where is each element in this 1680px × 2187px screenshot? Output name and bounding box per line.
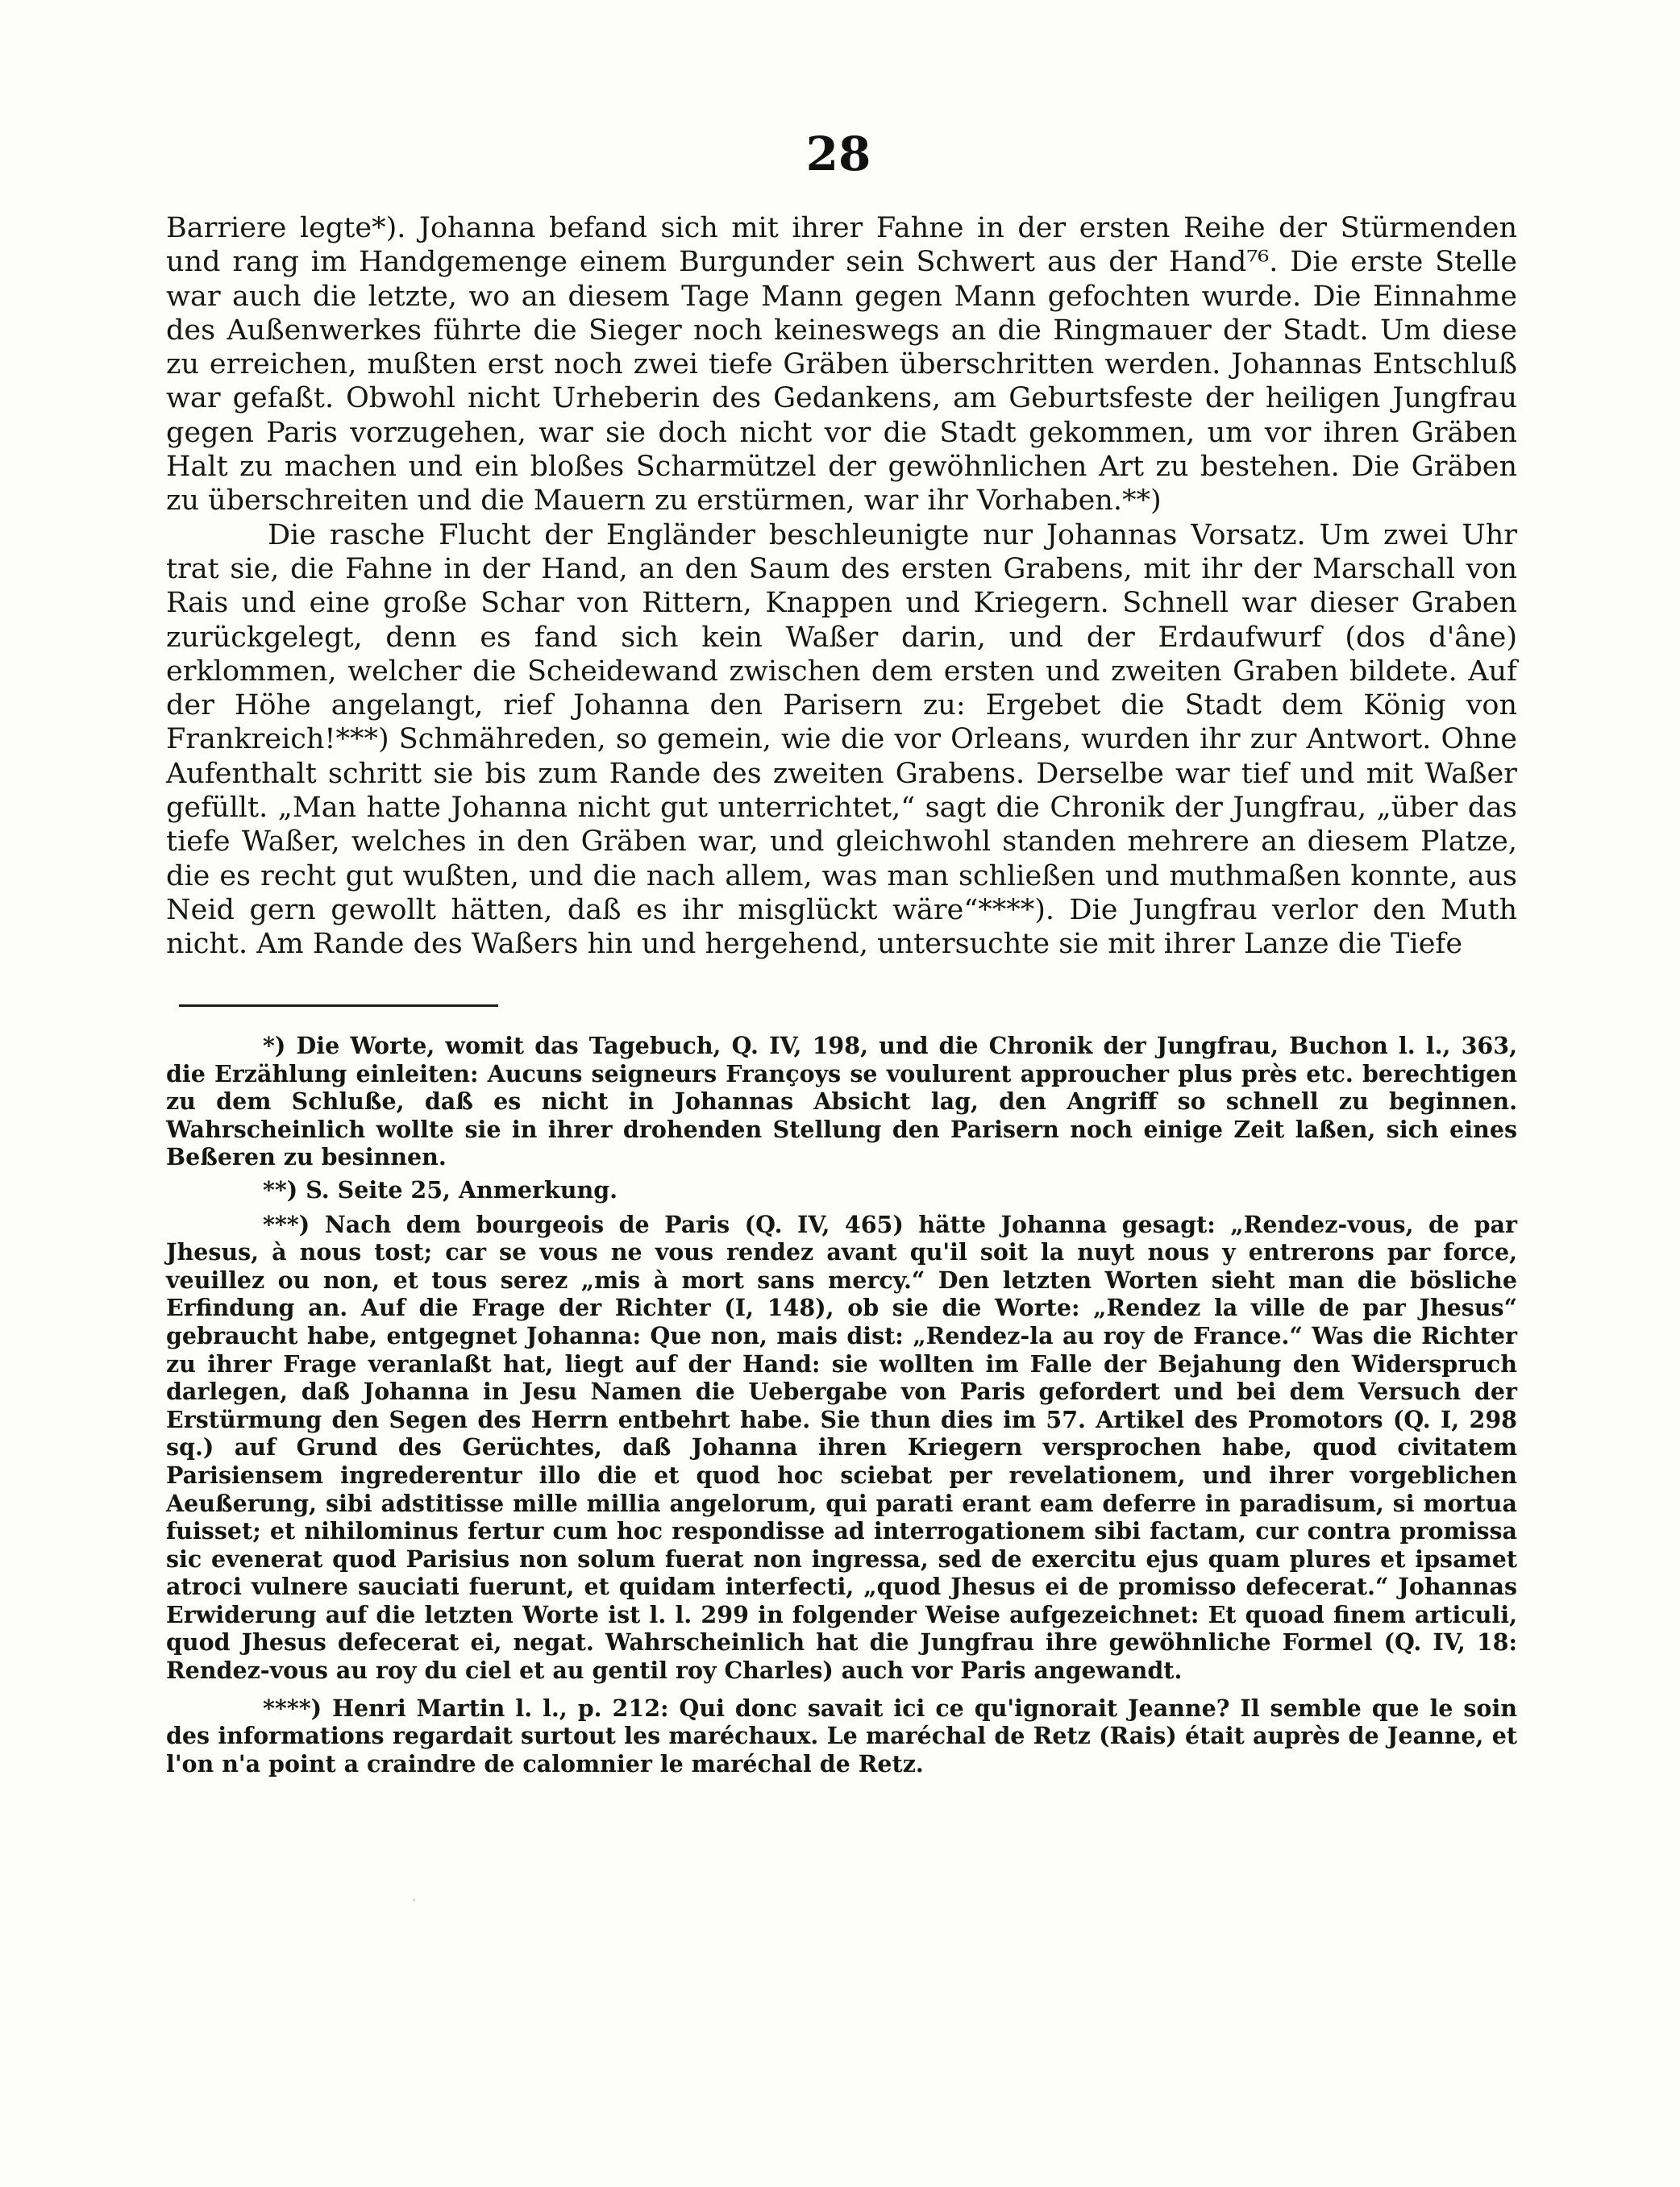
- footnote-separator-rule: [179, 1004, 498, 1007]
- footnote-1: *) Die Worte, womit das Tagebuch, Q. IV, 198, und die Chronik der Jungfrau, Buchon l. l., 363, die Erzählung einleiten: Aucuns seigneurs Françoys se voulurent approucher plus près etc. berechtigen zu dem Schluße, daß es nicht in Johannas Absicht lag, den Angriff so schnell zu beginnen. Wahrscheinlich wollte sie in ihrer drohenden Stellung den Parisern noch einige Zeit laßen, sich eines Beßeren zu besinnen.: [166, 1032, 1517, 1171]
- main-paragraph-2: Die rasche Flucht der Engländer beschleunigte nur Johannas Vorsatz. Um zwei Uhr trat sie, die Fahne in der Hand, an den Saum des ersten Grabens, mit ihr der Marschall von Rais und eine große Schar von Rittern, Knappen und Kriegern. Schnell war dieser Graben zurückgelegt, denn es fand sich kein Waßer darin, und der Erdaufwurf (dos d'âne) erklommen, welcher die Scheidewand zwischen dem ersten und zweiten Graben bildete. Auf der Höhe angelangt, rief Johanna den Parisern zu: Ergebet die Stadt dem König von Frankreich!***) Schmähreden, so gemein, wie die vor Orleans, wurden ihr zur Antwort. Ohne Aufenthalt schritt sie bis zum Rande des zweiten Grabens. Derselbe war tief und mit Waßer gefüllt. „Man hatte Johanna nicht gut unterrichtet,“ sagt die Chronik der Jungfrau, „über das tiefe Waßer, welches in den Gräben war, und gleichwohl standen mehrere an diesem Platze, die es recht gut wußten, und die nach allem, was man schließen und muthmaßen konnte, aus Neid gern gewollt hätten, daß es ihr misglückt wäre“****). Die Jungfrau verlor den Muth nicht. Am Rande des Waßers hin und hergehend, untersuchte sie mit ihrer Lanze die Tiefe: [166, 518, 1517, 961]
- footnote-4: ****) Henri Martin l. l., p. 212: Qui donc savait ici ce qu'ignorait Jeanne? Il semble que le soin des informations regardait surtout les maréchaux. Le maréchal de Retz (Rais) était auprès de Jeanne, et l'on n'a point a craindre de calomnier le maréchal de Retz.: [166, 1694, 1517, 1777]
- footnotes: [166, 1032, 1517, 1777]
- footnote-2: **) S. Seite 25, Anmerkung.: [263, 1175, 618, 1204]
- main-text: [166, 211, 1517, 962]
- main-paragraph-1: Barriere legte*). Johanna befand sich mit ihrer Fahne in der ersten Reihe der Stürmenden und rang im Handgemenge einem Burgunder sein Schwert aus der Hand⁷⁶. Die erste Stelle war auch die letzte, wo an diesem Tage Mann gegen Mann gefochten wurde. Die Einnahme des Außenwerkes führte die Sieger noch keineswegs an die Ringmauer der Stadt. Um diese zu erreichen, mußten erst noch zwei tiefe Gräben überschritten werden. Johannas Entschluß war gefaßt. Obwohl nicht Urheberin des Gedankens, am Geburtsfeste der heiligen Jungfrau gegen Paris vorzugehen, war sie doch nicht vor die Stadt gekommen, um vor ihren Gräben Halt zu machen und ein bloßes Scharmützel der gewöhnlichen Art zu bestehen. Die Gräben zu überschreiten und die Mauern zu erstürmen, war ihr Vorhaben.**): [166, 212, 1517, 518]
- bleed-through-mark: ·: [411, 1891, 417, 1911]
- footnote-3: ***) Nach dem bourgeois de Paris (Q. IV, 465) hätte Johanna gesagt: „Rendez-vous, de par Jhesus, à nous tost; car se vous ne vous rendez avant qu'il soit la nuyt nous y entrerons par force, veuillez ou non, et tous serez „mis à mort sans mercy.“ Den letzten Worten sieht man die bösliche Erfindung an. Auf die Frage der Richter (I, 148), ob sie die Worte: „Rendez la ville de par Jhesus“ gebraucht habe, entgegnet Johanna: Que non, mais dist: „Rendez-la au roy de France.“ Was die Richter zu ihrer Frage veranlaßt hat, liegt auf der Hand: sie wollten im Falle der Bejahung den Widerspruch darlegen, daß Johanna in Jesu Namen die Uebergabe von Paris gefordert und bei dem Versuch der Erstürmung den Segen des Herrn entbehrt habe. Sie thun dies im 57. Artikel des Promotors (Q. I, 298 sq.) auf Grund des Gerüchtes, daß Johanna ihren Kriegern versprochen habe, quod civitatem Parisiensem ingrederentur illo die et quod hoc sciebat per revelationem, und ihrer vorgeblichen Aeußerung, sibi adstitisse mille millia angelorum, qui parati erant eam deferre in paradisum, si mortua fuisset; et nihilominus fertur cum hoc respondisse ad interrogationem sibi factam, cur contra promissa sic evenerat quod Parisius non solum fuerat non ingressa, sed de exercitu ejus quam plures et ipsamet atroci vulnere sauciati fuerunt, et quidam interfecti, „quod Jhesus ei de promisso defecerat.“ Johannas Erwiderung auf die letzten Worte ist l. l. 299 in folgender Weise aufgezeichnet: Et quoad finem articuli, quod Jhesus defecerat ei, negat. Wahrscheinlich hat die Jungfrau ihre gewöhnliche Formel (Q. IV, 18: Rendez-vous au roy du ciel et au gentil roy Charles) auch vor Paris angewandt.: [166, 1210, 1517, 1685]
- page-number: 28: [805, 127, 871, 181]
